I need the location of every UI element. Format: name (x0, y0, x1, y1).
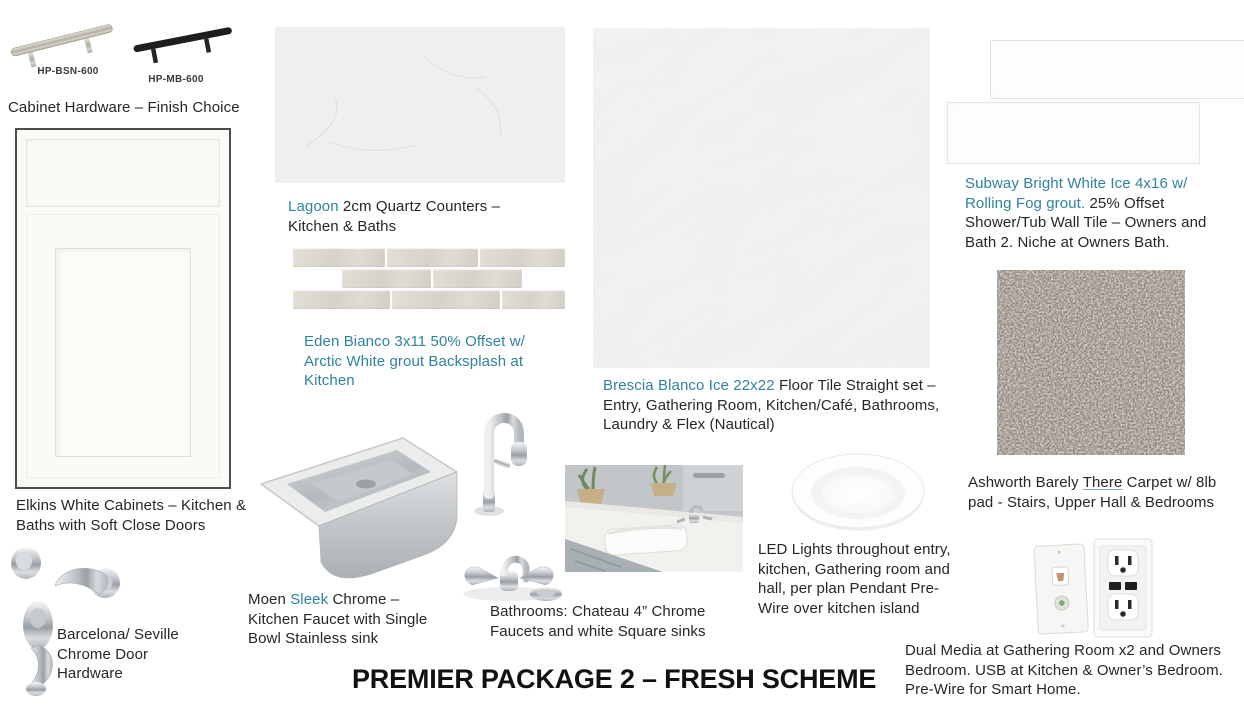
carpet-caption: Ashworth Barely There Carpet w/ 8lb pad - Stairs, Upper Hall & Bedrooms (968, 474, 1217, 511)
tile-row (293, 290, 567, 309)
kitchen-faucet-caption: Moen Sleek Chrome – Kitchen Faucet with Single Bowl Stainless sink (248, 591, 428, 647)
subway-wall-tile-swatch (947, 102, 1200, 164)
carpet-underlined-word: There (1082, 474, 1123, 491)
sink-drain-image (528, 585, 564, 603)
subway-wall-tile-swatch (990, 40, 1244, 99)
usb-outlet (1094, 539, 1152, 637)
tile-row (342, 269, 522, 288)
vanity-sink (604, 524, 688, 556)
stainless-sink-image (253, 420, 463, 592)
lagoon-quartz-swatch (275, 27, 565, 183)
cabinet-door-center-panel (55, 248, 191, 457)
brescia-floor-tile-swatch (593, 28, 930, 368)
door-hardware-caption: Barcelona/ Seville Chrome Door Hardware (57, 626, 179, 682)
kitchen-faucet-image (443, 392, 539, 518)
floor-tile-caption: Brescia Blanco Ice 22x22 Floor Tile Straight set – Entry, Gathering Room, Kitchen/Café, Bathrooms, Laundry & Flex (Nautical) (603, 377, 940, 433)
handleset-grip (30, 645, 52, 688)
pull-nickel-sku-label: HP-BSN-600 (37, 66, 99, 77)
eden-bianco-backsplash-swatch (293, 248, 567, 310)
cabinet-drawer-panel (26, 139, 220, 207)
cabinets-caption: Elkins White Cabinets – Kitchen & Baths with Soft Close Doors (16, 497, 247, 534)
ashworth-carpet-swatch (997, 270, 1185, 455)
wall-tile-caption: Subway Bright White Ice 4x16 w/ Rolling Fog grout. 25% Offset Shower/Tub Wall Tile – Owners and Bath 2. Niche at Owners Bath. (965, 175, 1207, 251)
media-plate (1034, 544, 1089, 634)
electrical-caption: Dual Media at Gathering Room x2 and Owners Bedroom. USB at Kitchen & Owner’s Bedroom. Pre-Wire for Smart Home. (905, 642, 1223, 698)
tile-row (293, 248, 567, 267)
faucet-handle (493, 458, 511, 469)
backsplash-caption: Eden Bianco 3x11 50% Offset w/ Arctic White grout Backsplash at Kitchen (304, 333, 525, 389)
usb-port (1125, 582, 1137, 590)
bath-vanity-photo (565, 465, 743, 572)
cabinet-hardware-caption: Cabinet Hardware – Finish Choice (8, 99, 240, 116)
faucet-spray-head (511, 442, 527, 466)
kitchen-faucet-product-name: Sleek (290, 591, 329, 608)
quartz-caption (288, 197, 508, 236)
elkins-cabinet-door-swatch (15, 128, 231, 489)
pull-black-sku-label: HP-MB-600 (148, 74, 204, 85)
bar-pull-brushed-nickel-image (8, 8, 118, 74)
bar-pull-matte-black-image (130, 12, 238, 70)
bath-faucets-caption: Bathrooms: Chateau 4” Chrome Faucets and white Square sinks (490, 603, 706, 640)
floor-tile-product-name: Brescia Blanco Ice 22x22 (603, 377, 775, 394)
page-title: PREMIER PACKAGE 2 – FRESH SCHEME (352, 664, 877, 694)
led-light-image (788, 448, 928, 534)
bath-handle-left (465, 567, 498, 585)
door-lever (55, 568, 108, 594)
quartz-caption-rest: 2cm Quartz Counters – Kitchen & Baths (288, 198, 501, 235)
quartz-product-name: Lagoon (288, 198, 339, 215)
usb-port (1109, 582, 1121, 590)
lighting-caption: LED Lights throughout entry, kitchen, Gathering room and hall, per plan Pendant Pre-Wire over kitchen island (758, 541, 951, 617)
wall-tile-product-name: Subway Bright White Ice 4x16 w/ Rolling Fog grout. (965, 175, 1188, 212)
wall-plates-image (1030, 535, 1156, 641)
